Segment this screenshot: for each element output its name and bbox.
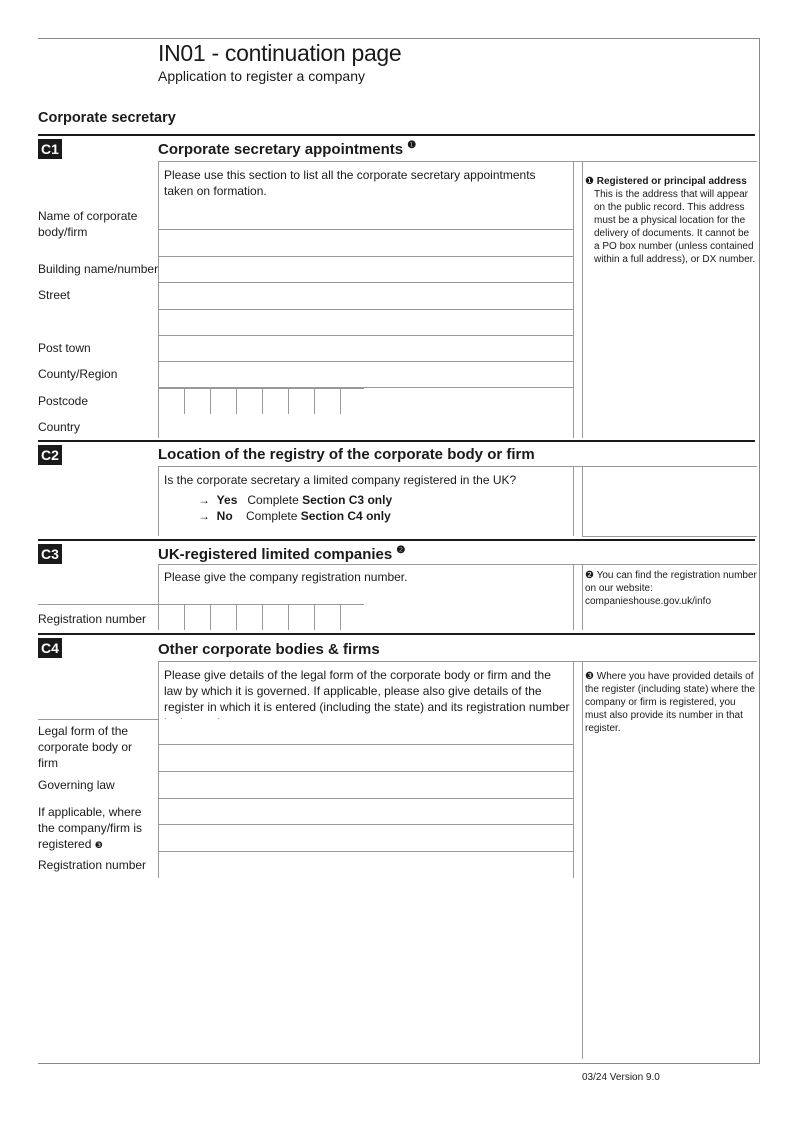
label-legal-form: Legal form of the corporate body or firm (38, 724, 133, 770)
divider (158, 661, 757, 662)
label-name: Name of corporate body/firm (38, 209, 138, 239)
arrow-right-icon: → (198, 509, 210, 523)
note-text: This is the address that will appear on the public record. This address must be a physical location for the delivery of documents. It cannot be a PO box number (unless contained within a full address), or DX number. (594, 189, 756, 265)
note-text: Where you have provided details of the register (including state) where the company or firm is registered, you must also provide its number in that register. (585, 671, 756, 734)
divider (158, 161, 757, 162)
c1-heading (158, 140, 416, 158)
label-county: County/Region (38, 367, 118, 381)
section-rule (38, 134, 755, 136)
c3-note (585, 569, 757, 608)
regnum-box[interactable] (314, 604, 340, 630)
divider (573, 466, 574, 536)
divider (582, 564, 583, 630)
regnum-box[interactable] (184, 604, 210, 630)
option-answer: No (216, 509, 233, 523)
arrow-right-icon: → (198, 493, 210, 507)
c4-heading: Other corporate bodies & firms (158, 641, 380, 658)
divider (573, 564, 574, 630)
where-registered-text: If applicable, where the company/firm is registered (38, 805, 143, 851)
c1-note (585, 175, 757, 266)
postcode-box[interactable] (314, 388, 340, 414)
note-text: You can find the registration number on our website: companieshouse.gov.uk/info (585, 570, 757, 607)
c3-instruction: Please give the company registration number. (164, 570, 408, 584)
note-title: Registered or principal address (596, 176, 747, 187)
divider (573, 161, 574, 438)
section-badge-c4: C4 (38, 638, 62, 658)
corporate-name-field-1[interactable] (158, 203, 573, 230)
divider (158, 564, 159, 604)
note-marker-icon: ❸ (585, 671, 594, 682)
option-section: Section C4 only (300, 509, 391, 523)
label-c4-registration-number: Registration number (38, 858, 147, 872)
postcode-boxes[interactable] (158, 388, 364, 415)
where-registered-field-1[interactable] (158, 799, 573, 825)
legal-form-field-2[interactable] (158, 745, 573, 772)
legal-form-field-1[interactable] (158, 719, 573, 745)
c1-heading-text: Corporate secretary appointments (158, 141, 404, 158)
section-rule (38, 440, 755, 442)
building-field[interactable] (158, 257, 573, 283)
governing-law-field[interactable] (158, 772, 573, 799)
regnum-box[interactable] (158, 604, 184, 630)
version-footer: 03/24 Version 9.0 (582, 1072, 660, 1083)
c1-instruction: Please use this section to list all the corporate secretary appointments taken on formation. (164, 168, 536, 198)
option-yes (198, 492, 392, 508)
divider (158, 466, 757, 467)
county-field[interactable] (158, 362, 573, 388)
c3-heading (158, 545, 405, 563)
postcode-box[interactable] (158, 388, 184, 414)
c4-registration-number-field[interactable] (158, 852, 573, 878)
note-marker-icon: ❶ (407, 140, 417, 151)
option-answer: Yes (216, 493, 238, 507)
label-registration-number: Registration number (38, 612, 147, 626)
corporate-name-field-2[interactable] (158, 230, 573, 257)
postcode-box[interactable] (262, 388, 288, 414)
divider (158, 661, 159, 719)
country-field[interactable] (158, 414, 573, 438)
postcode-box[interactable] (184, 388, 210, 414)
c2-instruction: Is the corporate secretary a limited company registered in the UK? (164, 473, 517, 487)
divider (573, 661, 574, 878)
divider (158, 564, 757, 565)
divider (38, 604, 158, 605)
c4-instruction: Please give details of the legal form of the corporate body or firm and the law by which it is governed. If applicable, please also give details of the register in which it is entered (including the state) and its registration number (164, 668, 570, 714)
label-postcode: Postcode (38, 394, 89, 408)
postcode-box[interactable] (210, 388, 236, 414)
note-marker-icon: ❶ (585, 176, 594, 187)
section-badge-c1: C1 (38, 139, 62, 159)
note-marker-icon: ❷ (396, 545, 406, 556)
label-where-registered (38, 804, 153, 853)
regnum-box[interactable] (236, 604, 262, 630)
section-badge-c2: C2 (38, 445, 62, 465)
postcode-box[interactable] (340, 388, 364, 414)
section-rule (38, 633, 755, 635)
street-field-1[interactable] (158, 283, 573, 310)
divider (582, 661, 583, 1059)
c2-heading: Location of the registry of the corporate body or firm (158, 446, 535, 463)
divider (158, 161, 159, 203)
form-title: IN01 - continuation page (158, 40, 402, 66)
option-text: Complete (247, 493, 299, 507)
option-no (198, 508, 391, 524)
regnum-box[interactable] (288, 604, 314, 630)
where-registered-field-2[interactable] (158, 825, 573, 852)
divider (582, 161, 583, 438)
regnum-box[interactable] (262, 604, 288, 630)
postcode-box[interactable] (236, 388, 262, 414)
section-badge-c3: C3 (38, 544, 62, 564)
form-subtitle: Application to register a company (158, 68, 365, 84)
option-section: Section C3 only (302, 493, 393, 507)
label-building: Building name/number (38, 262, 159, 276)
section-title: Corporate secretary (38, 110, 176, 126)
section-rule (38, 539, 755, 541)
label-post-town: Post town (38, 341, 91, 355)
note-marker-icon: ❸ (94, 840, 103, 850)
c4-note (585, 670, 757, 735)
regnum-box[interactable] (210, 604, 236, 630)
note-marker-icon: ❷ (585, 570, 594, 581)
label-street: Street (38, 288, 71, 302)
c3-heading-text: UK-registered limited companies (158, 546, 393, 563)
registration-number-boxes[interactable] (158, 604, 364, 631)
divider (582, 466, 583, 536)
post-town-field[interactable] (158, 336, 573, 362)
street-field-2[interactable] (158, 310, 573, 336)
divider (158, 466, 159, 536)
option-text: Complete (246, 509, 298, 523)
label-governing-law: Governing law (38, 778, 115, 792)
divider (582, 536, 757, 537)
label-country: Country (38, 420, 81, 434)
regnum-box[interactable] (340, 604, 364, 630)
postcode-box[interactable] (288, 388, 314, 414)
